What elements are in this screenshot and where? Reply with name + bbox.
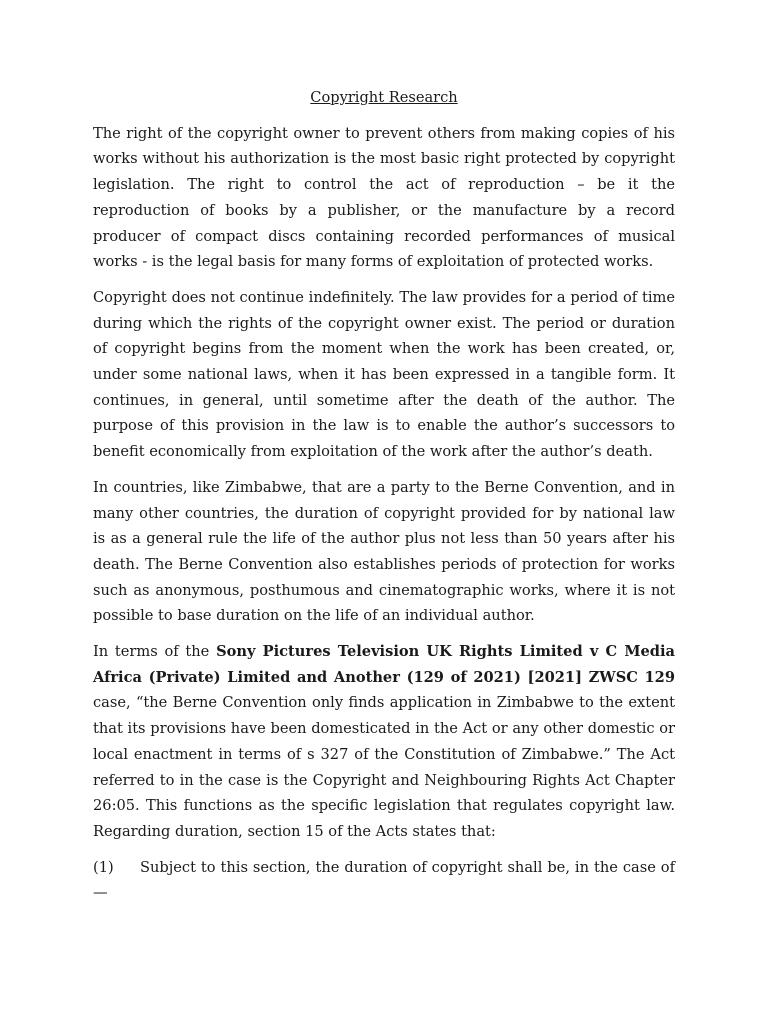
case-name: Sony Pictures Television UK Rights Limited v C Media Africa (Private) Limited and Another (129 of 2021) [2021] ZWSC 129 [93, 643, 675, 686]
paragraph-copyright-duration: Copyright does not continue indefinitely. The law provides for a period of time during which the rights of the copyright owner exist. The period or duration of copyright begins from the moment when the work has been created, or, under some national laws, when it has been expressed in a tangible form. It continues, in general, until sometime after the death of the author. The purpose of this provision in the law is to enable the author’s successors to benefit economically from exploitation of the work after the author’s death. [93, 288, 675, 461]
document-page [93, 85, 675, 916]
case-prefix-text: In terms of the [93, 643, 217, 661]
case-suffix-text: case, “the Berne Convention only finds application in Zimbabwe to the extent that its provisions have been domesticated in the Act or any other domestic or local enactment in terms of s 327 of the Constitution of Zimbabwe.” The Act referred to in the case is the Copyright and Neighbouring Rights Act Chapter 26:05. This functions as the specific legislation that regulates copyright law. Regarding duration, section 15 of the Acts states that: [93, 694, 675, 840]
clause-item [93, 855, 675, 906]
paragraph-berne-convention: In countries, like Zimbabwe, that are a party to the Berne Convention, and in many other countries, the duration of copyright provided for by national law is as a general rule the life of the author plus not less than 50 years after his death. The Berne Convention also establishes periods of protection for works such as anonymous, posthumous and cinematographic works, where it is not possible to base duration on the life of an individual author. [93, 478, 675, 625]
clause-number: (1) [93, 858, 114, 876]
paragraph-reproduction-right: The right of the copyright owner to prevent others from making copies of his works without his authorization is the most basic right protected by copyright legislation. The right to control the act of reproduction – be it the reproduction of books by a publisher, or the manufacture by a record producer of compact discs containing recorded performances of musical works - is the legal basis for many forms of exploitation of protected works. [93, 124, 675, 271]
paragraph-case-reference [93, 639, 675, 845]
document-title: Copyright Research [310, 89, 458, 106]
clause-text: Subject to this section, the duration of copyright shall be, in the case of— [93, 858, 675, 902]
